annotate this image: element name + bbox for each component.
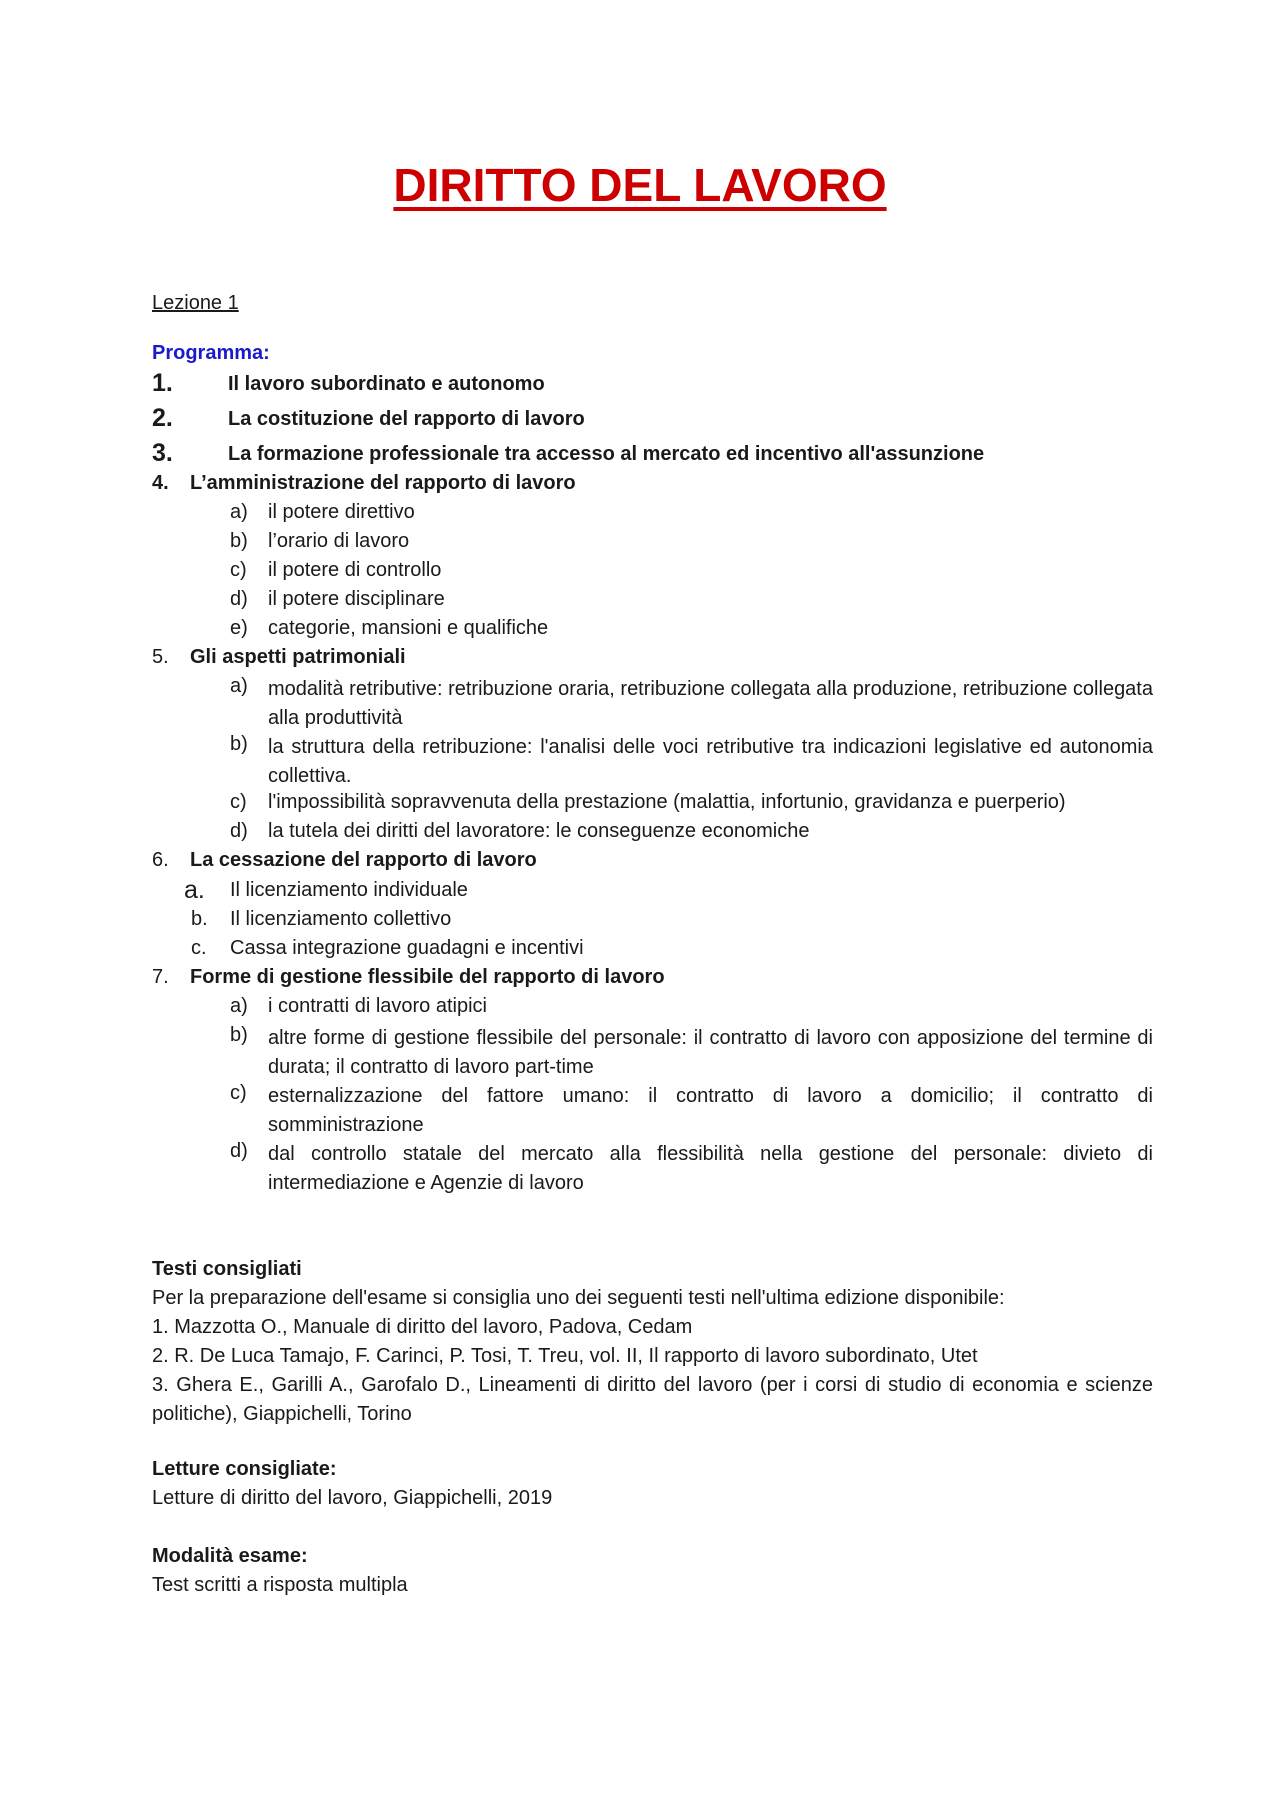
- sub-letter: e): [230, 617, 248, 639]
- lesson-label: Lezione 1: [152, 292, 239, 314]
- sub-text: categorie, mansioni e qualifiche: [268, 617, 549, 639]
- sub-letter: a): [230, 995, 248, 1017]
- sub-text: la struttura della retribuzione: l'analisi delle voci retributive tra indicazioni legislative ed autonomia collettiva.: [268, 736, 1153, 787]
- page-title: DIRITTO DEL LAVORO: [393, 159, 887, 211]
- item-label: La cessazione del rapporto di lavoro: [190, 849, 537, 871]
- item-label: Il lavoro subordinato e autonomo: [228, 373, 545, 395]
- item-number: 7.: [152, 966, 169, 988]
- sub-letter: c): [230, 791, 247, 813]
- sub-item: [230, 1082, 1153, 1140]
- sub-item: [230, 1024, 1153, 1082]
- testi-intro: Per la preparazione dell'esame si consiglia uno dei seguenti testi nell'ultima edizione disponibile:: [152, 1287, 1005, 1309]
- book-item: 3. Ghera E., Garilli A., Garofalo D., Lineamenti di diritto del lavoro (per i corsi di studio di economia e scienze politiche), Giappichelli, Torino: [152, 1374, 1153, 1425]
- sub-letter: c.: [191, 937, 207, 959]
- esame-heading: Modalità esame:: [152, 1545, 308, 1567]
- sub-letter: a.: [184, 876, 205, 904]
- sub-text: il potere direttivo: [268, 501, 415, 523]
- sub-letter: b): [230, 1024, 248, 1046]
- item-number: 1.: [152, 369, 173, 397]
- item-label: La formazione professionale tra accesso al mercato ed incentivo all'assunzione: [228, 443, 985, 465]
- letture-heading: Letture consigliate:: [152, 1458, 337, 1480]
- item-label: Forme di gestione flessibile del rapporto di lavoro: [190, 966, 665, 988]
- book-item: 2. R. De Luca Tamajo, F. Carinci, P. Tosi, T. Treu, vol. II, Il rapporto di lavoro subordinato, Utet: [152, 1345, 978, 1367]
- sub-letter: b): [230, 733, 248, 755]
- book-item: 1. Mazzotta O., Manuale di diritto del lavoro, Padova, Cedam: [152, 1316, 693, 1338]
- sub-text: altre forme di gestione flessibile del personale: il contratto di lavoro con apposizione del termine di durata; il contratto di lavoro part-time: [268, 1027, 1153, 1078]
- sub-letter: c): [230, 1082, 247, 1104]
- sub-text: Cassa integrazione guadagni e incentivi: [230, 937, 584, 959]
- sub-text: Il licenziamento individuale: [230, 879, 468, 901]
- esame-text: Test scritti a risposta multipla: [152, 1574, 408, 1596]
- programma-heading: Programma:: [152, 342, 270, 364]
- item-number: 6.: [152, 849, 169, 871]
- sub-item: [230, 1140, 1153, 1198]
- item-label: Gli aspetti patrimoniali: [190, 646, 406, 668]
- sub-text: l'impossibilità sopravvenuta della prestazione (malattia, infortunio, gravidanza e puerperio): [268, 791, 1066, 813]
- sub-text: i contratti di lavoro atipici: [268, 995, 487, 1017]
- item-number: 3.: [152, 439, 173, 467]
- item-number: 5.: [152, 646, 169, 668]
- item-label: L’amministrazione del rapporto di lavoro: [190, 472, 576, 494]
- sub-text: l’orario di lavoro: [268, 530, 410, 552]
- sub-letter: a): [230, 675, 248, 697]
- sub-letter: d): [230, 820, 248, 842]
- sub-text: esternalizzazione del fattore umano: il contratto di lavoro a domicilio; il contratto di somministrazione: [268, 1085, 1153, 1136]
- item-number: 2.: [152, 404, 173, 432]
- sub-text: modalità retributive: retribuzione oraria, retribuzione collegata alla produzione, retribuzione collegata alla produttività: [268, 678, 1153, 729]
- sub-letter: d): [230, 1140, 248, 1162]
- sub-text: il potere di controllo: [268, 559, 442, 581]
- item-number: 4.: [152, 472, 169, 494]
- sub-text: dal controllo statale del mercato alla flessibilità nella gestione del personale: divieto di intermediazione e Agenzie di lavoro: [268, 1143, 1153, 1194]
- sub-item: [230, 675, 1153, 733]
- sub-letter: b.: [191, 908, 208, 930]
- sub-item: [230, 733, 1153, 791]
- testi-heading: Testi consigliati: [152, 1258, 302, 1280]
- sub-letter: b): [230, 530, 248, 552]
- sub-text: la tutela dei diritti del lavoratore: le conseguenze economiche: [268, 820, 810, 842]
- item-label: La costituzione del rapporto di lavoro: [228, 408, 585, 430]
- sub-letter: a): [230, 501, 248, 523]
- sub-letter: c): [230, 559, 247, 581]
- sub-letter: d): [230, 588, 248, 610]
- sub-text: Il licenziamento collettivo: [230, 908, 452, 930]
- letture-text: Letture di diritto del lavoro, Giappichelli, 2019: [152, 1487, 553, 1509]
- sub-text: il potere disciplinare: [268, 588, 445, 610]
